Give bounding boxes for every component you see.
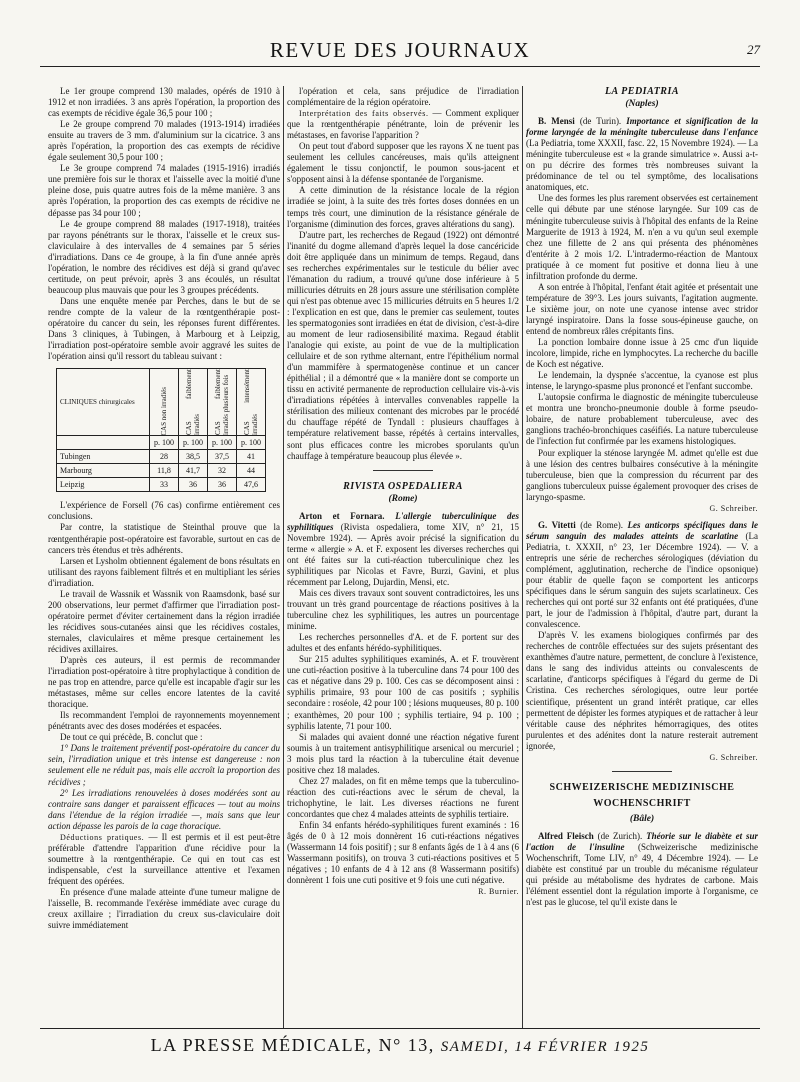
header-rule — [40, 66, 760, 67]
paragraph: L'autopsie confirma le diagnostic de méningite tuberculeuse et montra une broncho-pneumonie double à forme pseudo-lobaire, de nature probablement tuberculeuse, avec des ganglions trachéo-bronchiques caséifiés. La nature tuberculeuse de l'infection fut confirmée par les examens histologiques. — [526, 392, 758, 447]
signature: G. Schreiber. — [709, 503, 758, 513]
column-divider-1 — [283, 86, 284, 1028]
article-author: B. Mensi — [538, 116, 575, 127]
table-row-name: Marbourg — [57, 464, 150, 478]
paragraph: Le lendemain, la dyspnée s'accentue, la cyanose est plus intense, le laryngo-spasme plus prononcé et l'enfant succombe. — [526, 370, 758, 392]
footer-date: SAMEDI, 14 FÉVRIER 1925 — [440, 1039, 650, 1055]
run-in-heading: Interprétation des faits observés. — [299, 109, 429, 119]
table-col-header: CAS faiblement irradiés — [185, 369, 201, 436]
paragraph: Ils recommandent l'emploi de rayonnements moyennement pénétrants avec des doses modérées et espacées. — [48, 710, 280, 732]
table-cell: 37,5 — [208, 450, 237, 464]
article-lead: Arton et Fornara. L'allergie tuberculinique des syphilitiques (Rivista ospedaliera, tome XIV, n° 21, 15 Novembre 1924). — Après avoir précisé la signification du terme « allergie » A. et F. exposent les diverses recherches qui ont été faites sur la cuti-réaction tuberculinique chez les syphilitiques par Nicolas et Favre, Burzi, Gavini, et plus récemment par Lelong, Dujardin, Mensi, etc. — [287, 510, 520, 587]
paragraph: Mais ces divers travaux sont souvent contradictoires, les uns trouvant un très grand pourcentage de réactions positives à la tuberculine chez les syphilitiques, les autres un pourcentage minime. — [287, 588, 519, 632]
paragraph: De tout ce qui précède, B. conclut que : — [60, 732, 203, 743]
paragraph: L'expérience de Forsell (76 cas) confirme entièrement ces conclusions. — [48, 500, 280, 522]
paragraph: Une des formes les plus rarement observées est certainement celle qui débute par une sténose laryngée. Sur 109 cas de méningite tuberculeuse suivis à l'hôpital des enfants de la Reine Marguerite de 1913 à 1924, M. n'en a vu qu'un seul exemple chez une fillette de 2 ans qui présenta des phénomènes d'entérite à 2 mois 1/2. L'intradermo-réaction de Mantoux pratiquée à ce moment fut positive et donna lieu à une infiltration profonde du derme. — [526, 193, 758, 281]
paragraph: Pour expliquer la sténose laryngée M. admet qu'elle est due à une lésion des centres bulbaires consécutive à la méningite tuberculeuse, bien que la compression du récurrent par des ganglions tuberculeux puisse également provoquer des crises de laryngo-spasme. — [526, 447, 758, 502]
section-city: (Bâle) — [629, 813, 655, 824]
table-cell: 28 — [150, 450, 179, 464]
paragraph: La ponction lombaire donne issue à 25 cmc d'un liquide incolore, limpide, riche en lymphocytes. La recherche du bacille de Koch est négative. — [526, 337, 758, 370]
paragraph: Le 2e groupe comprend 70 malades (1913-1914) irradiées ensuite au travers de 3 mm. d'aluminium sur la cicatrice. 3 ans après l'opération, la proportion des cas exempts de récidive égale seulement 30,5 pour 100 ; — [48, 119, 280, 163]
table-cell: 32 — [208, 464, 237, 478]
article-lead: Alfred Fleisch (de Zurich). Théorie sur le diabète et sur l'action de l'insuline (Schweizerische medizinische Wochenschrift, Tome LIV, n° 49, 4 Décembre 1924). — Le diabète est constitué par un trouble du mécanisme régulateur qui préside au métabolisme des hydrates de carbone. Mais l'élément essentiel dont la régulation importe à l'organisme, ce n'est pas le glucose, tel qu'il existe dans le — [526, 830, 759, 908]
column-3 — [526, 86, 758, 908]
paragraph: l'opération et cela, sans préjudice de l'irradiation complémentaire de la région opératoire. — [287, 86, 519, 108]
column-2 — [287, 86, 519, 897]
signature: R. Burnier. — [478, 887, 519, 897]
journal-section-title: REVUE DES JOURNAUX — [269, 38, 531, 62]
section-heading: LA PEDIATRIA — [604, 86, 680, 97]
article-reference: (La Pediatria, t. XXXII, n° 23, 1er Décembre 1924). — [526, 530, 758, 552]
page-number: 27 — [747, 42, 760, 57]
paragraph: Par contre, la statistique de Steinthal prouve que la rœntgenthérapie post-opératoire est favorable, surtout en cas de cancers très étendus et très adhérents. — [48, 522, 280, 555]
article-title: L'allergie tuberculinique des syphilitiques — [287, 510, 520, 532]
table-cell: 33 — [150, 478, 179, 492]
page-footer — [40, 1028, 760, 1055]
conclusion-2: 2° Les irradiations renouvelées à doses modérées sont au contraire sans danger et paraissent efficaces — tout au moins dans l'étendue de la région irradiée —, mais sans que leur action dépasse les parois de la cage thoracique. — [48, 787, 280, 831]
section-heading: SCHWEIZERISCHE MEDIZINISCHE WOCHENSCHRIFT — [549, 781, 735, 809]
article-author: G. Vitetti — [538, 519, 576, 530]
table-col-header: CAS non irradiés — [160, 386, 168, 436]
table-unit: p. 100 — [237, 436, 266, 450]
column-divider-2 — [522, 86, 523, 1028]
article-reference: (La Pediatria, tome XXXII, fasc. 22, 15 Novembre 1924). — [526, 138, 735, 149]
clinics-table — [56, 368, 266, 492]
paragraph: Dans une enquête menée par Perches, dans le but de se rendre compte de la valeur de la rœntgenthérapie post-opératoire du cancer du sein, les réponses furent différentes. Dans 3 cliniques, à Tubingen, à Marbourg et à Leipzig, l'irradiation post-opératoire semble avoir aggravé les suites de l'opération ainsi qu'il ressort du tableau suivant : — [48, 295, 280, 362]
signature: G. Schreiber. — [709, 752, 758, 762]
article-author: Arton et Fornara. — [299, 510, 385, 521]
table-cell: 36 — [179, 478, 208, 492]
article-title: Les anticorps spécifiques dans le sérum sanguin des malades atteints de scarlatine — [526, 519, 758, 541]
article-author: Alfred Fleisch — [538, 830, 594, 841]
article-title: Théorie sur le diabète et sur l'action de l'insuline — [526, 830, 759, 852]
paragraph: Enfin 34 enfants hérédo-syphilitiques furent examinés : 16 âgés de 0 à 12 mois donnèrent 16 cuti-réactions négatives (Wassermann 14 fois positif) ; sur 8 enfants âgés de 1 à 4 ans (6 Wassermann positifs), on trouva 3 cuti-réactions positives et 5 négatives ; 10 enfants de 4 à 12 ans (8 Wassermann positifs) donnèrent 1 fois une cuti positive et 9 fois une cuti négative. — [287, 820, 519, 886]
paragraph: A son entrée à l'hôpital, l'enfant était agitée et présentait une température de 39°3. Les jours suivants, l'agitation augmente. Le sixième jour, on note une cyanose intense avec stridor laryngé inspiratoire. Dans la fosse sous-épineuse gauche, on entend de nombreux râles crépitants fins. — [526, 281, 758, 336]
paragraph: Le 3e groupe comprend 74 malades (1915-1916) irradiés une première fois sur le thorax et l'aisselle avec la moitié d'une pleine dose, puis quatre autres fois de la même manière. 3 ans après l'opération, la proportion des cas exempts de récidive ne dépasse pas 34 pour 100 ; — [48, 163, 280, 218]
paragraph: On peut tout d'abord supposer que les rayons X ne tuent pas seulement les cellules cancéreuses, mais qu'ils atteignent également le tissu conjonctif, le poumon sous-jacent et s'opposent ainsi à la défense spontanée de l'organisme. — [287, 141, 519, 185]
paragraph: Le 1er groupe comprend 130 malades, opérés de 1910 à 1912 et non irradiées. 3 ans après l'opération, la proportion des cas exempts de récidive égale 36,5 pour 100 ; — [48, 86, 280, 119]
paragraph: Larsen et Lysholm obtiennent également de bons résultats en utilisant des rayons faiblement filtrés et en multipliant les séries d'irradiation. — [48, 555, 280, 588]
table-cell: 44 — [237, 464, 266, 478]
article-lead: B. Mensi (de Turin). Importance et signification de la forme laryngée de la méningite tuberculeuse dans l'enfance (La Pediatria, tome XXXII, fasc. 22, 15 Novembre 1924). — La méningite tuberculeuse est « la grande simulatrice ». Aussi a-t-on pu décrire des formes très nombreuses suivant la prédominance de tel ou tel symptôme, des localisations anatomiques, etc. — [526, 116, 758, 193]
table-col-header: CAS intensément irradiés — [243, 369, 259, 436]
paragraph: Sur 215 adultes syphilitiques examinés, A. et F. trouvèrent une cuti-réaction positive à la tuberculine dans 74 pour 100 des cas et négative dans 29 p. 100. Ces cas se décomposent ainsi : syphilis primaire, 93 pour 100 de cas positifs ; syphilis secondaire : roséole, 42 pour 100 ; lésions muqueuses, 80 p. 100 ; exanthèmes, 20 pour 100 ; syphilis tertiaire, 94 p. 100 ; syphilis latente, 71 pour 100. — [287, 654, 519, 731]
paragraph: Le travail de Wassnik et Wassnik von Raamsdonk, basé sur 200 observations, leur permet d'affirmer que l'irradiation post-opératoire permet d'éviter certainement dans la région irradiée les récidives sous-cutanées ainsi que les récidives costales, sternales, claviculaires et même presque certainement les récidives axillaires. — [48, 588, 280, 654]
table-row — [57, 464, 266, 478]
table-unit: p. 100 — [208, 436, 237, 450]
table-col-header: CAS faiblement irradiés plusieurs fois — [214, 369, 230, 436]
footer-journal: LA PRESSE MÉDICALE, N° 13, — [150, 1035, 435, 1055]
section-city: (Rome) — [388, 493, 418, 504]
section-city: (Naples) — [625, 99, 659, 110]
section-heading: RIVISTA OSPEDALIERA — [343, 480, 463, 492]
table-unit: p. 100 — [179, 436, 208, 450]
table-row-units — [57, 436, 266, 450]
conclusion-1: 1° Dans le traitement préventif post-opératoire du cancer du sein, l'irradiation unique et très intense est dangereuse : non seulement elle ne réduit pas, mais elle accroît la proportion des récidives ; — [48, 743, 280, 787]
paragraph: Chez 27 malades, on fit en même temps que la tuberculino-réaction des cuti-réactions avec le sérum de cheval, la trichophytine, le lait. Les diverses réactions ne furent concordantes que chez 4 malades atteints de syphilis tertiaire. — [287, 775, 519, 819]
article-lead: G. Vitetti (de Rome). Les anticorps spécifiques dans le sérum sanguin des malades atteints de scarlatine (La Pediatria, t. XXXII, n° 23, 1er Décembre 1924). — V. a entrepris une série de recherches sérologiques (déviation du complément, agglutination, recherche de l'indice opsonique) pour établir de quelle façon se comportent les anticorps spécifiques dans le sérum sanguin des sujets scarlatineux. Ces recherches qui ont porté sur 32 enfants ont été pratiquées, d'une part, le jour de l'admission à l'hôpital, d'autre part, durant la convalescence. — [526, 519, 759, 630]
table-row — [57, 478, 266, 492]
table-row — [57, 450, 266, 464]
table-cell: 41,7 — [179, 464, 208, 478]
table-cell: 38,5 — [179, 450, 208, 464]
column-1 — [48, 86, 280, 931]
paragraph: Le 4e groupe comprend 88 malades (1917-1918), traitées par rayons pénétrants sur le thorax, l'aisselle et le creux sus-claviculaire à des intervalles de 4 semaines par 5 séries d'irradiations. Dans ce 4e groupe, à la fin d'une année après l'opération, le nombre des récidives est déjà si grand qu'avec certitude, on peut prévoir, après 3 ans écoulés, un résultat beaucoup plus mauvais que pour les 3 groupes précédents. — [48, 218, 280, 295]
article-reference: (Schweizerische medizinische Wochenschrift, Tome LIV, n° 49, 4 Décembre 1924). — [526, 841, 758, 863]
table-cell: 36 — [208, 478, 237, 492]
paragraph: En présence d'une malade atteinte d'une tumeur maligne de l'aisselle, B. recommande l'exérèse immédiate avec curage du creux axillaire ; l'irradiation du creux sus-claviculaire doit suivre immédiatement — [48, 887, 280, 931]
paragraph: A cette diminution de la résistance locale de la région irradiée se joint, à la suite des très fortes doses données en un temps très court, une diminution de la résistance générale de l'organisme (diminution des forces, graves altérations du sang). — [287, 185, 519, 229]
table-unit: p. 100 — [150, 436, 179, 450]
table-row-name: Tubingen — [57, 450, 150, 464]
paragraph: D'après V. les examens biologiques confirmés par des recherches de contrôle effectuées sur des sujets présentant des exanthèmes d'autre nature, permettent, de conclure à l'existence, dans le sang des individus atteints ou convalescents de scarlatine, d'anticorps spécifiques à l'égard du germe de Di Cristina. Ces recherches sérologiques, outre leur portée scientifique, présentent un grand intérêt pratique, car elles permettent de dépister les formes atypiques et de rattacher à leur véritable cause des néphrites hémorragiques, des otites purulentes et des adénites dont la nature resterait autrement ignorée, — [526, 630, 758, 751]
paragraph: D'après ces auteurs, il est permis de recommander l'irradiation post-opératoire à titre prophylactique à condition de ne pas trop en attendre, parce qu'elle est incapable d'agir sur les métastases, même sur celles encore latentes de la cavité thoracique. — [48, 655, 280, 710]
separator-rule — [612, 771, 672, 772]
table-cell: 47,6 — [237, 478, 266, 492]
separator-rule — [373, 470, 433, 471]
paragraph: Si malades qui avaient donné une réaction négative furent soumis à un traitement antisyphilitique arsenical ou mercuriel ; 3 mois plus tard la réaction à la tuberculine était devenue positive chez 18 malades. — [287, 731, 519, 775]
article-title: Importance et signification de la forme laryngée de la méningite tuberculeuse dans l'enfance — [526, 116, 758, 138]
page-header — [40, 38, 760, 68]
paragraph: Déductions pratiques. — Il est permis et il est peut-être préférable d'attendre l'apparition d'une récidive pour la soumettre à la rœntgenthérapie. Ce qui en tout cas est indispensable, c'est la surveillance attentive et l'examen fréquent des opérées. — [48, 831, 280, 886]
run-in-heading: Déductions pratiques. — [60, 832, 145, 842]
table-cell: 11,8 — [150, 464, 179, 478]
article-reference: (Rivista ospedaliera, tome XIV, n° 21, 15 Novembre 1924). — [287, 521, 519, 543]
table-head-label: CLINIQUES chirurgicales — [57, 369, 150, 436]
paragraph: D'autre part, les recherches de Regaud (1922) ont démontré l'inanité du dogme allemand d'après lequel la dose cancéricide doit être appliquée dans un minimum de temps. Regaud, dans ses recherches expérimentales sur le testicule du bélier avec l'émanation du radium, a trouvé qu'une dose inférieure à 5 millicuries détruits en 28 jours assure une stérilisation complète qui n'est pas obtenue avec 15 millicuries détruits en 5 heures 1/2 : l'explication en est que, dans le premier cas seulement, toutes les spermatogonies sont irradiées en état de division, c'est-à-dire au moment de leur radiosensibilité maxima. Regaud établit l'analogie qui existe, au point de vue de la multiplication cellulaire et de son rythme alternant, entre l'épithélium normal d'un mammifère à spermatogenèse continue et un cancer épithélial ; il a démontré que « la manière dont se comporte un tissu en activité permanente de reproduction cellulaire vis-à-vis d'irradiations répétées à intervalles convenables rappelle la stérilisation des milieux contenant des microbes par le procédé du chauffage répété de Tyndall : plusieurs chauffages à température relativement basse, répétés à certains intervalles, sont plus efficaces contre les microbes sporulants qu'un chauffage à température beaucoup plus élevée ». — [287, 229, 519, 461]
table-row-name: Leipzig — [57, 478, 150, 492]
paragraph: Interprétation des faits observés. — Comment expliquer que la rœntgenthérapie pénétrante, loin de prévenir les métastases, en favorise l'apparition ? — [287, 108, 519, 141]
paragraph: Les recherches personnelles d'A. et de F. portent sur des adultes et des enfants hérédo-syphilitiques. — [287, 632, 519, 654]
table-cell: 41 — [237, 450, 266, 464]
